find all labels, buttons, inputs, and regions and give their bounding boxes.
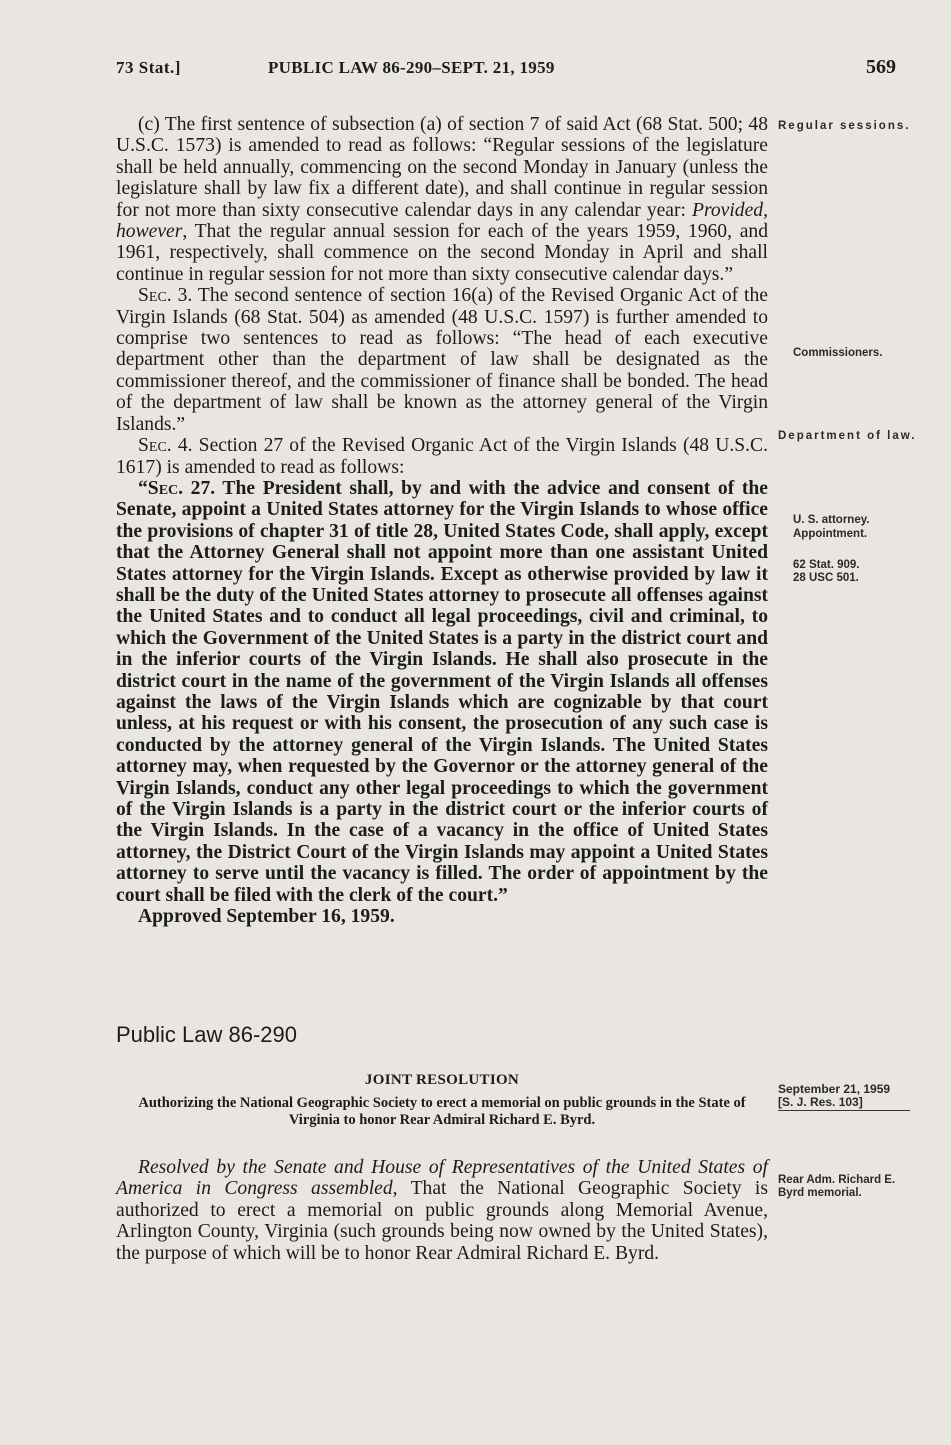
approval-date: September 21, 1959 <box>778 1082 891 1096</box>
public-law-heading: Public Law 86-290 <box>116 1022 298 1047</box>
joint-resolution-caption: Authorizing the National Geographic Society to erect a memorial on public grounds in the State of Virginia to honor Rear Admiral Richard E. Byrd. <box>138 1095 746 1128</box>
margin-note-regular-sessions: Regular sessions. <box>778 120 911 132</box>
volume-label: 73 Stat.] <box>116 58 181 77</box>
margin-note-stat-ref: 62 Stat. 909. <box>793 559 860 571</box>
approval-line: Approved September 16, 1959. <box>138 906 395 928</box>
section-27 <box>116 478 768 906</box>
margin-note-byrd-memorial: Rear Adm. Richard E. Byrd memorial. <box>778 1174 896 1199</box>
section-3-text: The second sentence of section 16(a) of the Revised Organic Act of the Virgin Islands (68 Stat. 504) as amended (48 U.S.C. 1597) is further amended to comprise two sentences to read as follows: “The head of each executive department other than the department of law shall be designated as the commissioner thereof, and the commissioner of finance shall be bonded. The head of the department of law shall be known as the attorney general of the Virgin Islands.” <box>116 285 768 435</box>
resolution-text <box>116 1157 768 1264</box>
paragraph-c-rest: , That the regular annual session for each of the years 1959, 1960, and 1961, respectively, shall commence on the second Monday in April and shall continue in regular session for not more than sixty consecutive calendar days.” <box>116 221 768 285</box>
page-number: 569 <box>866 56 896 78</box>
paragraph-c-lead: (c) The first sentence of subsection (a) of section 7 of said Act (68 Stat. 500; 48 U.S.C. 1573) is amended to read as follows: “Regular sessions of the legislature shall be held annually, commencing on the second Monday in January (unless the legislature shall by law fix a different date), and shall continue in regular session for not more than sixty consecutive calendar days in any calendar year: <box>116 114 768 221</box>
section-3 <box>116 285 768 435</box>
section-4-label: Sec. 4. <box>138 435 193 457</box>
section-27-label: “Sec. 27. <box>138 477 216 499</box>
margin-note-appointment: Appointment. <box>793 528 868 540</box>
body-text <box>116 114 768 927</box>
joint-resolution-heading: JOINT RESOLUTION <box>364 1072 520 1088</box>
resolution-reference: [S. J. Res. 103] <box>778 1096 910 1111</box>
margin-note-date <box>778 1083 910 1111</box>
resolving-clause: Resolved by the Senate and House of Representatives of the United States of America in Congress assembled <box>116 1157 768 1200</box>
margin-note-us-attorney: U. S. attorney. <box>793 514 870 526</box>
resolution-body: , That the National Geographic Society is authorized to erect a memorial on public grounds along Memorial Avenue, Arlington County, Virginia (such grounds being now owned by the United States), the purpose of which will be to honor Rear Admiral Richard E. Byrd. <box>116 1178 768 1264</box>
margin-note-department-of-law: Department of law. <box>778 430 917 442</box>
resolution-paragraph <box>116 1157 768 1264</box>
section-3-label: Sec. 3. <box>138 285 193 307</box>
page-title: PUBLIC LAW 86-290–SEPT. 21, 1959 <box>268 58 555 77</box>
paragraph-c-proviso: Provided, however <box>116 199 768 243</box>
paragraph-c <box>116 114 768 285</box>
section-4 <box>116 435 768 478</box>
section-27-text: The President shall, by and with the advice and consent of the Senate, appoint a United States attorney for the Virgin Islands to whose office the provisions of chapter 31 of title 28, United States Code, shall apply, except that the Attorney General shall not appoint more than one assistant United States attorney for the Virgin Islands. Except as otherwise provided by law it shall be the duty of the United States attorney to prosecute all offenses against the United States and to conduct all legal proceedings, civil and criminal, to which the Government of the United States is a party in the district court and in the inferior courts of the Virgin Islands. He shall also prosecute in the district court in the name of the government of the Virgin Islands all offenses against the laws of the Virgin Islands which are cognizable by that court unless, at his request or with his consent, the prosecution of any such case is conducted by the attorney general of the Virgin Islands. The United States attorney may, when requested by the Governor or the attorney general of the Virgin Islands, conduct any other legal proceedings to which the government of the Virgin Islands is a party in the district court or the inferior courts of the Virgin Islands. In the case of a vacancy in the office of United States attorney, the District Court of the Virgin Islands may appoint a United States attorney to serve until the vacancy is filled. The order of appointment by the court shall be filed with the clerk of the court.” <box>116 477 768 906</box>
section-4-text: Section 27 of the Revised Organic Act of the Virgin Islands (48 U.S.C. 1617) is amended to read as follows: <box>116 435 769 478</box>
margin-note-commissioners: Commissioners. <box>793 347 883 359</box>
margin-note-usc-ref: 28 USC 501. <box>793 572 859 584</box>
